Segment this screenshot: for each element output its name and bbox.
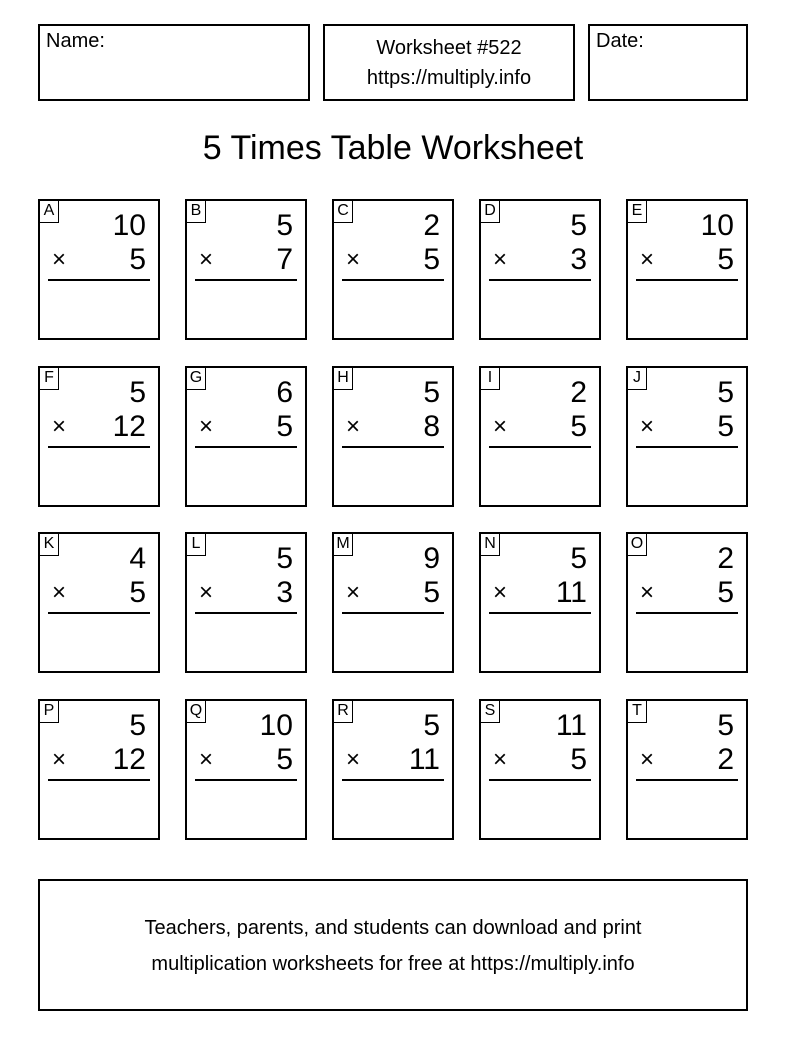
answer-area[interactable]: [342, 783, 444, 832]
times-sign: ×: [493, 579, 508, 606]
multiplier: 5: [276, 743, 293, 776]
times-sign: ×: [493, 746, 508, 773]
multiplier: 5: [717, 576, 734, 609]
problem-card: [185, 199, 307, 340]
problem-letter: A: [40, 201, 59, 223]
multiplicand: 11: [555, 709, 587, 742]
answer-area[interactable]: [636, 450, 738, 499]
answer-area[interactable]: [489, 283, 591, 332]
problem-card: [38, 366, 160, 507]
problem-letter: F: [40, 368, 59, 390]
answer-area[interactable]: [195, 283, 297, 332]
problem-letter: M: [334, 534, 353, 556]
problem-card: [38, 699, 160, 840]
answer-area[interactable]: [48, 783, 150, 832]
multiplier: 5: [276, 410, 293, 443]
problem-card: [626, 532, 748, 673]
footer-line-1: Teachers, parents, and students can download and print: [144, 917, 642, 939]
times-sign: ×: [199, 579, 214, 606]
times-sign: ×: [346, 246, 361, 273]
footer-box: [38, 879, 748, 1011]
times-sign: ×: [346, 746, 361, 773]
problem-card: [38, 199, 160, 340]
answer-area[interactable]: [195, 783, 297, 832]
problem-card: [185, 699, 307, 840]
times-sign: ×: [493, 246, 508, 273]
problem-letter: N: [481, 534, 500, 556]
multiplier: 5: [717, 243, 734, 276]
answer-area[interactable]: [48, 616, 150, 665]
worksheet-info-box: [323, 24, 575, 101]
answer-area[interactable]: [342, 450, 444, 499]
date-field[interactable]: [588, 24, 748, 101]
answer-line: [48, 779, 150, 781]
answer-line: [48, 612, 150, 614]
multiplicand: 5: [276, 542, 293, 575]
answer-area[interactable]: [636, 616, 738, 665]
times-sign: ×: [199, 746, 214, 773]
answer-line: [489, 779, 591, 781]
date-label: Date:: [596, 30, 644, 52]
times-sign: ×: [52, 579, 67, 606]
times-sign: ×: [52, 746, 67, 773]
multiplier: 2: [717, 743, 734, 776]
multiplicand: 5: [276, 209, 293, 242]
answer-line: [636, 612, 738, 614]
times-sign: ×: [52, 413, 67, 440]
answer-line: [342, 279, 444, 281]
multiplier: 5: [570, 410, 587, 443]
problem-card: [185, 532, 307, 673]
problem-letter: H: [334, 368, 353, 390]
multiplier: 12: [112, 410, 146, 443]
problem-letter: L: [187, 534, 206, 556]
problem-card: [332, 199, 454, 340]
answer-line: [195, 446, 297, 448]
answer-area[interactable]: [489, 783, 591, 832]
answer-line: [195, 779, 297, 781]
problem-card: [185, 366, 307, 507]
multiplier: 5: [717, 410, 734, 443]
answer-line: [489, 612, 591, 614]
multiplicand: 5: [129, 376, 146, 409]
multiplicand: 5: [717, 709, 734, 742]
answer-area[interactable]: [48, 283, 150, 332]
problem-letter: E: [628, 201, 647, 223]
multiplicand: 5: [423, 376, 440, 409]
name-field[interactable]: [38, 24, 310, 101]
multiplicand: 10: [112, 209, 146, 242]
answer-area[interactable]: [195, 616, 297, 665]
multiplicand: 9: [423, 542, 440, 575]
answer-area[interactable]: [342, 616, 444, 665]
multiplier: 11: [555, 576, 587, 609]
answer-line: [636, 279, 738, 281]
multiplier: 7: [276, 243, 293, 276]
answer-line: [489, 446, 591, 448]
multiplicand: 5: [423, 709, 440, 742]
answer-line: [489, 279, 591, 281]
problem-card: [626, 366, 748, 507]
answer-line: [195, 612, 297, 614]
multiplicand: 5: [129, 709, 146, 742]
multiplier: 5: [129, 243, 146, 276]
times-sign: ×: [346, 413, 361, 440]
footer-line-2: multiplication worksheets for free at https://multiply.info: [151, 953, 635, 975]
multiplier: 11: [408, 743, 440, 776]
times-sign: ×: [640, 579, 655, 606]
answer-line: [342, 779, 444, 781]
times-sign: ×: [640, 246, 655, 273]
answer-line: [48, 279, 150, 281]
multiplicand: 6: [276, 376, 293, 409]
answer-line: [48, 446, 150, 448]
multiplier: 5: [129, 576, 146, 609]
times-sign: ×: [640, 413, 655, 440]
multiplicand: 10: [700, 209, 734, 242]
times-sign: ×: [493, 413, 508, 440]
problem-card: [479, 366, 601, 507]
multiplicand: 5: [717, 376, 734, 409]
problem-card: [626, 199, 748, 340]
answer-line: [195, 279, 297, 281]
times-sign: ×: [199, 413, 214, 440]
multiplicand: 4: [129, 542, 146, 575]
problem-card: [479, 699, 601, 840]
multiplier: 12: [112, 743, 146, 776]
answer-area[interactable]: [636, 783, 738, 832]
problem-card: [332, 699, 454, 840]
answer-line: [636, 779, 738, 781]
answer-area[interactable]: [195, 450, 297, 499]
answer-area[interactable]: [489, 450, 591, 499]
problem-letter: Q: [187, 701, 206, 723]
problem-card: [332, 532, 454, 673]
problem-letter: O: [628, 534, 647, 556]
worksheet-website: https://multiply.info: [366, 67, 532, 89]
answer-area[interactable]: [342, 283, 444, 332]
page-title: 5 Times Table Worksheet: [202, 129, 584, 167]
answer-area[interactable]: [489, 616, 591, 665]
multiplier: 5: [423, 243, 440, 276]
answer-line: [342, 612, 444, 614]
times-sign: ×: [199, 246, 214, 273]
times-sign: ×: [640, 746, 655, 773]
multiplicand: 5: [570, 209, 587, 242]
problem-letter: I: [481, 368, 500, 390]
problem-letter: B: [187, 201, 206, 223]
answer-line: [636, 446, 738, 448]
times-sign: ×: [52, 246, 67, 273]
problem-card: [332, 366, 454, 507]
problem-letter: R: [334, 701, 353, 723]
multiplicand: 10: [259, 709, 293, 742]
problem-letter: T: [628, 701, 647, 723]
problem-letter: C: [334, 201, 353, 223]
multiplier: 5: [570, 743, 587, 776]
problem-card: [626, 699, 748, 840]
multiplier: 5: [423, 576, 440, 609]
worksheet-number: Worksheet #522: [376, 37, 522, 59]
multiplier: 3: [276, 576, 293, 609]
multiplicand: 2: [717, 542, 734, 575]
multiplicand: 5: [570, 542, 587, 575]
multiplicand: 2: [423, 209, 440, 242]
problem-letter: J: [628, 368, 647, 390]
times-sign: ×: [346, 579, 361, 606]
problem-letter: D: [481, 201, 500, 223]
problem-letter: K: [40, 534, 59, 556]
problem-letter: G: [187, 368, 206, 390]
problem-letter: P: [40, 701, 59, 723]
problem-letter: S: [481, 701, 500, 723]
answer-area[interactable]: [636, 283, 738, 332]
name-label: Name:: [46, 30, 105, 52]
problem-card: [479, 532, 601, 673]
multiplicand: 2: [570, 376, 587, 409]
multiplier: 8: [423, 410, 440, 443]
answer-line: [342, 446, 444, 448]
problem-card: [479, 199, 601, 340]
problem-card: [38, 532, 160, 673]
multiplier: 3: [570, 243, 587, 276]
answer-area[interactable]: [48, 450, 150, 499]
